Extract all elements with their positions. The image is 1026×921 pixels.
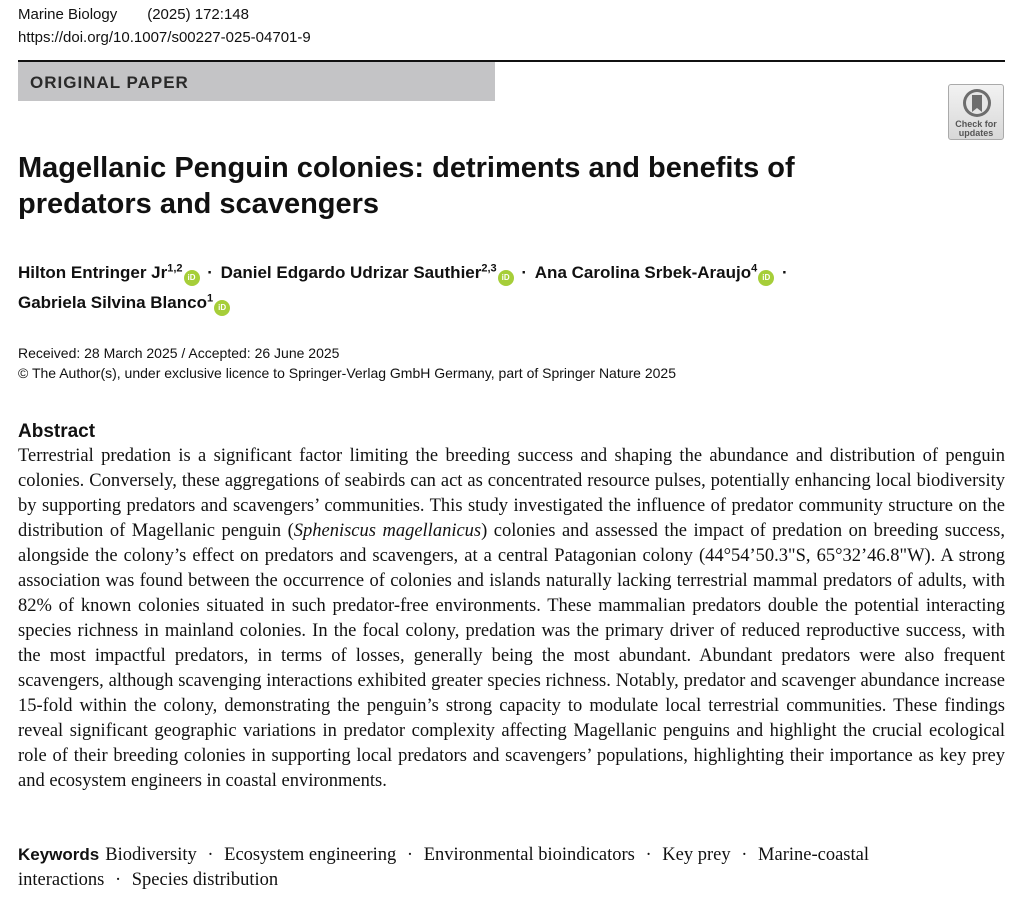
author-name[interactable]: Ana Carolina Srbek-Araujo (534, 262, 752, 282)
copyright-notice: © The Author(s), under exclusive licence to Springer-Verlag GmbH Germany, part of Springer Nature 2025 (18, 365, 676, 381)
abstract-text: Terrestrial predation is a significant factor limiting the breeding success and shaping the abundance and distribution of penguin colonies. Conversely, these aggregations of seabirds can act as concentrated resource pulses, potentially enhancing local biodiversity by supporting predators and scavengers’ communities. This study investigated the influence of predator community structure on the distribution of Magellanic penguin (Spheniscus magellanicus) colonies and assessed the impact of predation on breeding success, alongside the colony’s effect on predators and scavengers, at a central Patagonian colony (44°54’50.3"S, 65°32’46.8"W). A strong association was found between the occurrence of colonies and islands naturally lacking terrestrial mammal predators of adults, with 82% of known colonies situated in such predator-free environments. These mammalian predators double the potential interacting species richness in mainland colonies. In the focal colony, predation was the primary driver of reduced reproductive success, with the most impactful predators, in terms of losses, generally being the most abundant. Abundant predators were also frequent scavengers, although scavenging interactions exhibited greater species richness. Notably, predator and scavenger abundance increase 15-fold within the colony, demonstrating the penguin’s strong capacity to modulate local terrestrial communities. These findings reveal significant geographic variations in predator complexity affecting Magellanic penguins and highlight the crucial ecological role of their breeding colonies in supporting local predators and scavengers’ populations, highlighting their importance as key prey and ecosystem engineers in coastal environments. (18, 446, 1005, 791)
author-separator: · (202, 262, 218, 282)
keyword-item: Key prey (662, 845, 731, 865)
check-for-updates-label: Check for updates (955, 119, 997, 138)
keyword-separator: · (741, 845, 748, 865)
doi-link[interactable]: https://doi.org/10.1007/s00227-025-04701-9 (18, 29, 311, 46)
species-name: Spheniscus magellanicus (293, 521, 482, 541)
article-type-bar (18, 62, 495, 101)
keyword-item: Biodiversity (105, 845, 197, 865)
author-name[interactable]: Daniel Edgardo Udrizar Sauthier (220, 262, 482, 282)
author-affiliation: 1,2 (167, 262, 183, 274)
orcid-icon[interactable]: iD (758, 270, 774, 286)
keyword-item: Marine-coastal interactions (18, 845, 869, 890)
keyword-item: Species distribution (131, 870, 279, 890)
keyword-item: Environmental bioindicators (423, 845, 635, 865)
bookmark-icon (962, 88, 992, 120)
author-affiliation: 1 (206, 292, 214, 305)
author-entry[interactable] (535, 263, 774, 282)
author-affiliation: 2,3 (481, 262, 497, 274)
orcid-icon[interactable]: iD (498, 270, 514, 286)
author-affiliation: 4 (751, 262, 758, 274)
keyword-separator: · (114, 870, 122, 890)
author-list (18, 255, 1008, 316)
article-title: Magellanic Penguin colonies: detriments and benefits of predators and scavengers (18, 152, 795, 220)
journal-name: Marine Biology (18, 6, 118, 23)
author-separator: · (516, 262, 532, 282)
check-for-updates-button[interactable] (948, 84, 1004, 140)
article-dates (18, 343, 676, 383)
abstract-heading: Abstract (18, 421, 96, 442)
journal-citation (18, 6, 249, 24)
journal-volume: (2025) 172:148 (147, 6, 249, 23)
keyword-item: Ecosystem engineering (224, 845, 397, 865)
author-name[interactable]: Hilton Entringer Jr (18, 262, 168, 282)
author-separator: · (777, 262, 788, 282)
author-entry[interactable] (18, 293, 230, 312)
author-name[interactable]: Gabriela Silvina Blanco (18, 293, 207, 313)
article-type-label: ORIGINAL PAPER (30, 73, 189, 92)
keywords-label: Keywords (18, 845, 100, 864)
author-entry[interactable] (221, 263, 514, 282)
keywords-section (18, 842, 918, 893)
keyword-separator: · (406, 845, 414, 865)
orcid-icon[interactable]: iD (184, 270, 200, 286)
keyword-separator: · (645, 845, 652, 865)
keyword-separator: · (207, 845, 214, 865)
author-entry[interactable] (18, 263, 200, 282)
orcid-icon[interactable]: iD (214, 300, 230, 316)
received-accepted-dates: Received: 28 March 2025 / Accepted: 26 June 2025 (18, 345, 340, 361)
